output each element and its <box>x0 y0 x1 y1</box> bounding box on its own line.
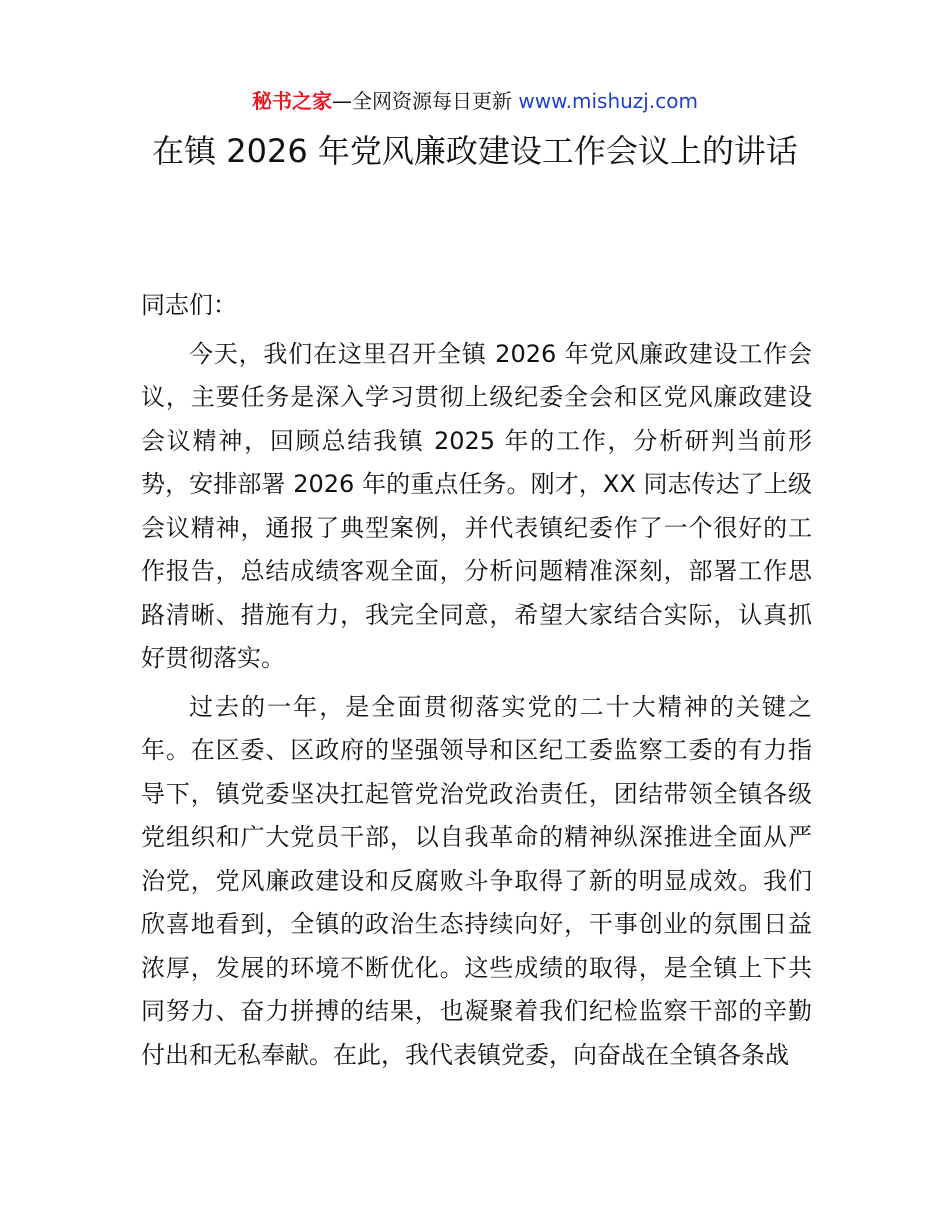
site-url-link[interactable]: www.mishuzj.com <box>518 89 698 113</box>
document-title: 在镇 2026 年党风廉政建设工作会议上的讲话 <box>152 132 798 170</box>
site-header <box>0 86 950 116</box>
salutation: 同志们： <box>141 291 237 319</box>
document-body <box>141 284 812 1082</box>
paragraph: 今天，我们在这里召开全镇 2026 年党风廉政建设工作会议，主要任务是深入学习贯彻上级纪委全会和区党风廉政建设会议精神，回顾总结我镇 2025 年的工作，分析研判当前形势，安排部署 2026 年的重点任务。刚才，XX 同志传达了上级会议精神，通报了典型案例，并代表镇纪委作了一个很好的工作报告，总结成绩客观全面，分析问题精准深刻，部署工作思路清晰、措施有力，我完全同意，希望大家结合实际，认真抓好贯彻落实。 <box>141 339 812 672</box>
paragraph: 过去的一年，是全面贯彻落实党的二十大精神的关键之年。在区委、区政府的坚强领导和区纪工委监察工委的有力指导下，镇党委坚决扛起管党治党政治责任，团结带领全镇各级党组织和广大党员干部，以自我革命的精神纵深推进全面从严治党，党风廉政建设和反腐败斗争取得了新的明显成效。我们欣喜地看到，全镇的政治生态持续向好，干事创业的氛围日益浓厚，发展的环境不断优化。这些成绩的取得，是全镇上下共同努力、奋力拼搏的结果，也凝聚着我们纪检监察干部的辛勤付出和无私奉献。在此，我代表镇党委，向奋战在全镇各条战 <box>141 692 812 1069</box>
brand-name: 秘书之家 <box>252 89 333 113</box>
header-tagline: —全网资源每日更新 <box>332 89 519 113</box>
